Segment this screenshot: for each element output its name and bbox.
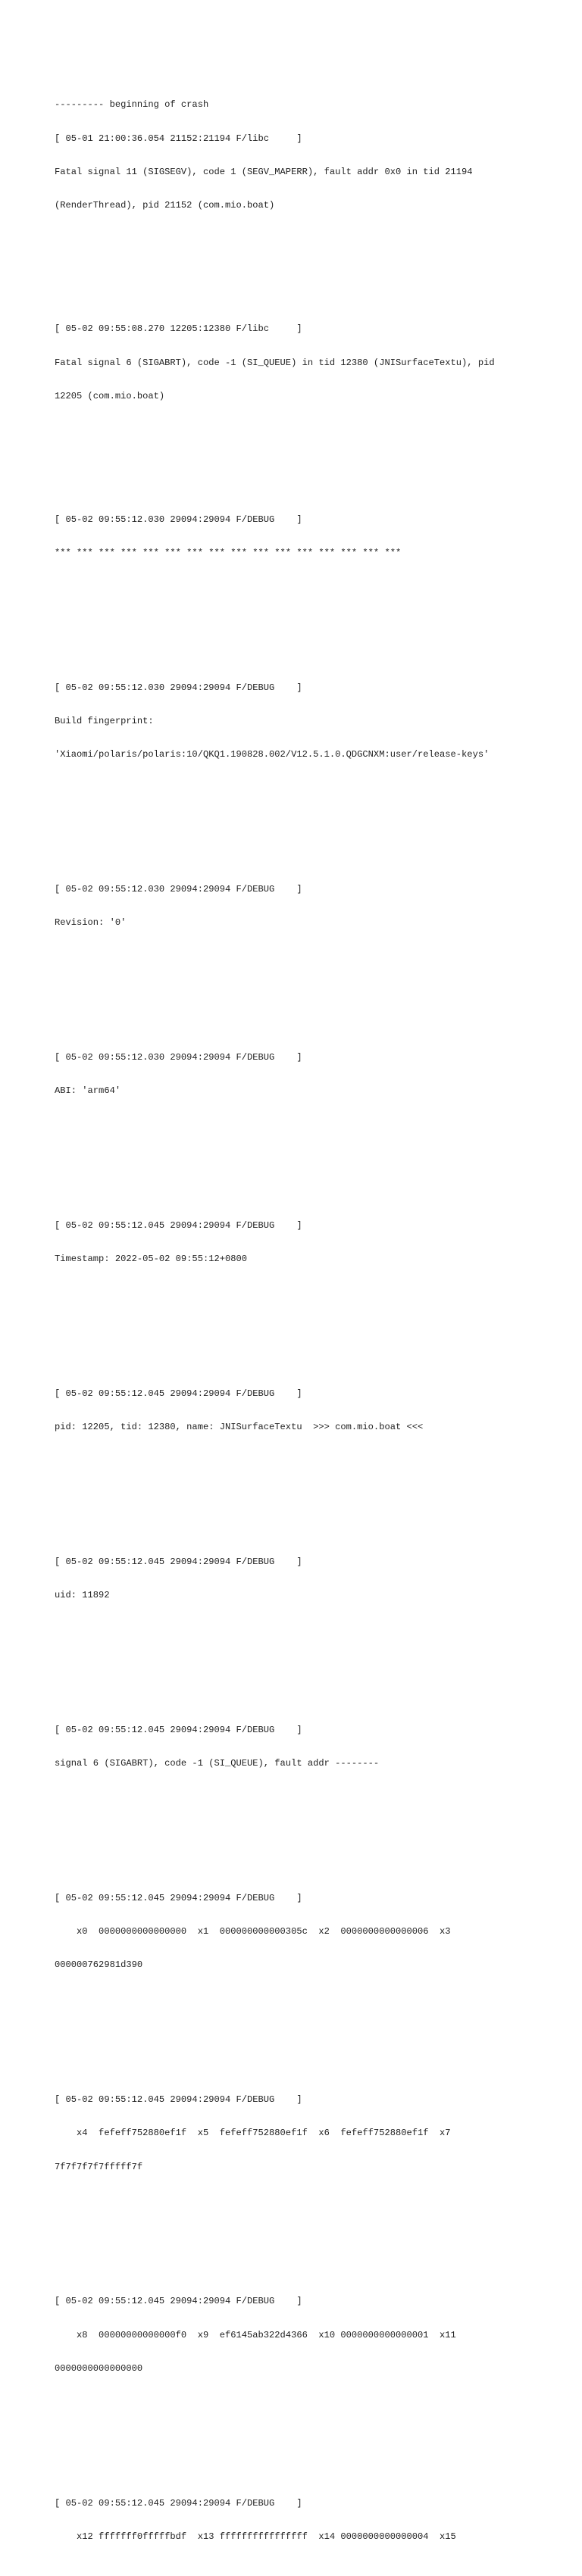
log-entry-timestamp [55,1197,540,1287]
log-line: x4 fefeff752880ef1f x5 fefeff752880ef1f x6 fefeff752880ef1f x7 [55,2128,451,2139]
log-header: [ 05-01 21:00:36.054 21152:21194 F/libc ] [55,133,302,144]
log-line: Fatal signal 11 (SIGSEGV), code 1 (SEGV_MAPERR), fault addr 0x0 in tid 21194 [55,166,473,177]
log-line: x12 fffffff0fffffbdf x13 ffffffffffffffff x14 0000000000000004 x15 [55,2531,456,2543]
log-line: signal 6 (SIGABRT), code -1 (SI_QUEUE), fault addr -------- [55,1758,380,1769]
log-entry-registers-x4 [55,2072,540,2195]
log-line: Build fingerprint: [55,716,154,727]
log-entry-revision [55,861,540,951]
log-entry-sigabrt [55,301,540,425]
log-entry-pid [55,1366,540,1455]
log-entry-crash-start [55,77,540,234]
log-line: 0000000000000000 [55,2363,143,2375]
log-header: [ 05-02 09:55:12.045 29094:29094 F/DEBUG ] [55,1892,302,1903]
log-header: [ 05-02 09:55:12.045 29094:29094 F/DEBUG ] [55,1388,302,1399]
log-entry-registers-x8 [55,2274,540,2397]
log-header: [ 05-02 09:55:12.030 29094:29094 F/DEBUG ] [55,682,302,693]
log-entry-registers-x12 [55,2475,540,2565]
log-header: [ 05-02 09:55:12.030 29094:29094 F/DEBUG ] [55,883,302,895]
log-line: 7f7f7f7f7fffff7f [55,2161,143,2172]
log-line: *** *** *** *** *** *** *** *** *** *** *** *** *** *** *** *** [55,548,402,559]
log-entry-uid [55,1534,540,1623]
log-header: [ 05-02 09:55:12.045 29094:29094 F/DEBUG ] [55,1219,302,1231]
crash-log-document [55,55,540,2576]
log-line: x8 00000000000000f0 x9 ef6145ab322d4366 x10 0000000000000001 x11 [55,2329,456,2340]
log-line: x0 0000000000000000 x1 000000000000305c x2 0000000000000006 x3 [55,1926,451,1937]
log-entry-abi [55,1029,540,1119]
log-line: uid: 11892 [55,1590,110,1601]
log-entry-fingerprint [55,660,540,783]
log-entry-signal [55,1702,540,1791]
log-header: [ 05-02 09:55:12.045 29094:29094 F/DEBUG ] [55,2094,302,2106]
log-header: [ 05-02 09:55:12.045 29094:29094 F/DEBUG ] [55,2497,302,2509]
log-line: 12205 (com.mio.boat) [55,390,165,401]
log-line: ABI: 'arm64' [55,1085,121,1097]
log-header: [ 05-02 09:55:08.270 12205:12380 F/libc ] [55,323,302,335]
log-line: --------- beginning of crash [55,99,209,111]
log-line: Revision: '0' [55,917,127,929]
log-entry-separator [55,492,540,581]
log-header: [ 05-02 09:55:12.030 29094:29094 F/DEBUG ] [55,1051,302,1063]
log-header: [ 05-02 09:55:12.045 29094:29094 F/DEBUG ] [55,2296,302,2307]
log-line: Fatal signal 6 (SIGABRT), code -1 (SI_QUEUE) in tid 12380 (JNISurfaceTextu), pid [55,357,495,368]
log-line: Timestamp: 2022-05-02 09:55:12+0800 [55,1254,248,1265]
log-entry-registers-x0 [55,1870,540,1994]
log-header: [ 05-02 09:55:12.045 29094:29094 F/DEBUG ] [55,1556,302,1567]
log-line: (RenderThread), pid 21152 (com.mio.boat) [55,200,275,211]
log-header: [ 05-02 09:55:12.045 29094:29094 F/DEBUG ] [55,1724,302,1735]
log-line: 'Xiaomi/polaris/polaris:10/QKQ1.190828.002/V12.5.1.0.QDGCNXM:user/release-keys' [55,749,490,760]
log-line: pid: 12205, tid: 12380, name: JNISurfaceTextu >>> com.mio.boat <<< [55,1422,424,1433]
log-line: 000000762981d390 [55,1959,143,1971]
log-header: [ 05-02 09:55:12.030 29094:29094 F/DEBUG ] [55,514,302,525]
